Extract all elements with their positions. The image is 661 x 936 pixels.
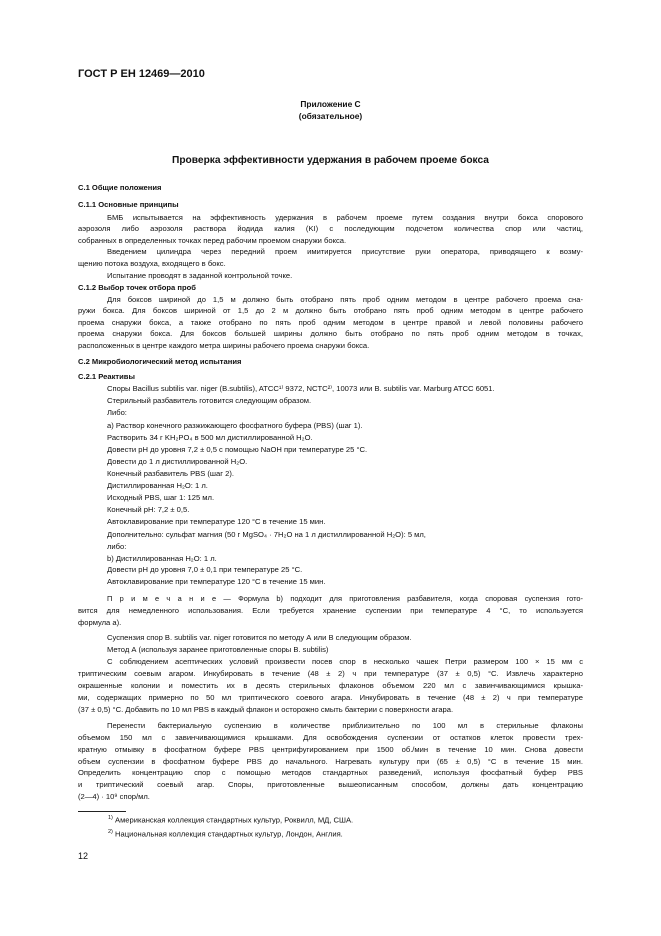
footnote-2 bbox=[108, 829, 343, 839]
text-line: и триптический соевый агар. Споры, приготовленные вышеописанным способом, должны дать концентрацию bbox=[78, 780, 583, 789]
footnote-rule bbox=[78, 811, 126, 812]
text-line: формула а). bbox=[78, 618, 122, 627]
text-line: проема снаружи бокса. Для боксов большей ширины должно быть отобрано по пять проб одним методом в точках, bbox=[78, 329, 583, 338]
annex-status: (обязательное) bbox=[298, 111, 363, 121]
text-line: Довести рН до уровня 7,0 ± 0,1 при температуре 25 °С. bbox=[107, 565, 303, 574]
text-line: Конечный разбавитель PBS (шаг 2). bbox=[107, 469, 234, 478]
footnote-mark: 1) bbox=[108, 815, 113, 821]
text-line: (37 ± 0,5) °С. Добавить по 10 мл PBS в каждый флакон и осторожно смыть бактерии с поверхности агара. bbox=[78, 705, 454, 714]
text-line: Для боксов шириной до 1,5 м должно быть отобрано пять проб одним методом в центре рабочего проема сна- bbox=[107, 295, 583, 304]
text-line: щению потока воздуха, входящего в бокс. bbox=[78, 259, 226, 268]
text-line: П р и м е ч а н и е — Формула b) подходит для приготовления разбавителя, когда споровая суспензия гото- bbox=[107, 594, 583, 603]
text-line: Споры Bacillus subtilis var. niger (B.subtilis), ATCC¹⁾ 9372, NCTC²⁾, 10073 или B. subtilis var. Marburg ATCC 6051. bbox=[107, 384, 495, 393]
text-line: кратную отмывку в фосфатном буфере PBS центрифугированием при 1500 об./мин в течение 10 мин. Снова довести bbox=[78, 745, 583, 754]
text-line: аэрозоля либо аэрозоля раствора йодида калия (KI) с последующим подсчетом количества спор или частиц, bbox=[78, 224, 583, 233]
text-line: Испытание проводят в заданной контрольной точке. bbox=[107, 271, 293, 280]
text-line: расположенных в центре каждого метра ширины рабочего проема снаружи бокса. bbox=[78, 341, 370, 350]
text-line: либо: bbox=[107, 542, 127, 551]
text-line: объем суспензии в фосфатном буфере PBS до начального. Нагревать культуру при (65 ± 0,5) °С в течение 15 мин. bbox=[78, 757, 583, 766]
section-heading: С.1.1 Основные принципы bbox=[78, 200, 179, 209]
document-header: ГОСТ Р ЕН 12469—2010 bbox=[78, 68, 205, 80]
text-line: БМБ испытывается на эффективность удержания в рабочем проеме путем создания внутри бокса спорового bbox=[107, 213, 583, 222]
text-line: Дистиллированная H₂O: 1 л. bbox=[107, 481, 208, 490]
text-line: Дополнительно: сульфат магния (50 г MgSO₄ · 7H₂O на 1 л дистиллированной H₂O): 5 мл, bbox=[107, 530, 426, 539]
text-line: Исходный PBS, шаг 1: 125 мл. bbox=[107, 493, 215, 502]
footnote-mark: 2) bbox=[108, 829, 113, 835]
text-line: а) Раствор конечного разжижающего фосфатного буфера (PBS) (шаг 1). bbox=[107, 421, 363, 430]
text-line: Суспензия спор B. subtilis var. niger готовится по методу А или В следующим образом. bbox=[107, 633, 412, 642]
text-line: (2—4) · 10⁹ спор/мл. bbox=[78, 792, 150, 801]
text-line: проема снаружи бокса, а также отобрано по пять проб одним методом в центре правой и левой половины рабочего bbox=[78, 318, 583, 327]
text-line: Стерильный разбавитель готовится следующим образом. bbox=[107, 396, 312, 405]
section-title: Проверка эффективности удержания в рабочем проеме бокса bbox=[172, 155, 489, 166]
section-heading: С.1 Общие положения bbox=[78, 183, 162, 192]
section-heading: С.2 Микробиологический метод испытания bbox=[78, 357, 242, 366]
text-line: собранных в определенных точках перед рабочим проемом снаружи бокса. bbox=[78, 236, 347, 245]
footnote-text: Национальная коллекция стандартных культур, Лондон, Англия. bbox=[115, 829, 343, 839]
text-line: триптическим соевым агаром. Инкубировать в течение (48 ± 2) ч при температуре (37 ± 0,5) °С. Извлечь характерно bbox=[78, 669, 583, 678]
text-line: Довести до 1 л дистиллированной H₂O. bbox=[107, 457, 248, 466]
text-line: вится для немедленного использования. Если требуется хранение суспензии при температуре 4 °С, то используется bbox=[78, 606, 583, 615]
text-line: Либо: bbox=[107, 408, 127, 417]
text-line: Растворить 34 г KH₂PO₄ в 500 мл дистиллированной H₂O. bbox=[107, 433, 313, 442]
text-line: Автоклавирование при температуре 120 °С в течение 15 мин. bbox=[107, 517, 326, 526]
text-line: Определить концентрацию спор с помощью методов стандартных разведений, используя фосфатный буфер PBS bbox=[78, 768, 583, 777]
text-line: объемом 150 мл с завинчивающимися крышками. Для освобождения суспензии от остатков клеток провести трех- bbox=[78, 733, 583, 742]
text-line: Автоклавирование при температуре 120 °С в течение 15 мин. bbox=[107, 577, 326, 586]
text-line: Перенести бактериальную суспензию в количестве приблизительно по 100 мл в стерильные флаконы bbox=[107, 721, 583, 730]
text-line: Довести рН до уровня 7,2 ± 0,5 с помощью NaOH при температуре 25 °С. bbox=[107, 445, 368, 454]
text-line: b) Дистиллированная H₂O: 1 л. bbox=[107, 554, 217, 563]
text-line: ружи бокса. Для боксов шириной от 1,5 до 2 м должно быть отобрано пять проб одним методом в центре рабочего bbox=[78, 306, 583, 315]
annex-title: Приложение С bbox=[300, 99, 361, 109]
footnote-1 bbox=[108, 815, 353, 825]
section-heading: С.1.2 Выбор точек отбора проб bbox=[78, 283, 196, 292]
text-line: ми, содержащих примерно по 50 мл триптического соевого агара. Инкубировать в течение (48 ± 2) ч при температуре bbox=[78, 693, 583, 702]
section-heading: С.2.1 Реактивы bbox=[78, 372, 135, 381]
page-number: 12 bbox=[78, 851, 89, 861]
text-line: Конечный рН: 7,2 ± 0,5. bbox=[107, 505, 190, 514]
text-line: Метод А (используя заранее приготовленные споры B. subtilis) bbox=[107, 645, 329, 654]
text-line: Введением цилиндра через передний проем имитируется присутствие руки оператора, приводящего к возму- bbox=[107, 247, 583, 256]
text-line: С соблюдением асептических условий произвести посев спор в несколько чашек Петри размером 100 × 15 мм с bbox=[107, 657, 583, 666]
footnote-text: Американская коллекция стандартных культур, Роквилл, МД, США. bbox=[115, 815, 354, 825]
text-line: окрашенные колонии и поместить их в десять стерильных флаконов объемом 220 мл с завинчивающимися крышка- bbox=[78, 681, 583, 690]
